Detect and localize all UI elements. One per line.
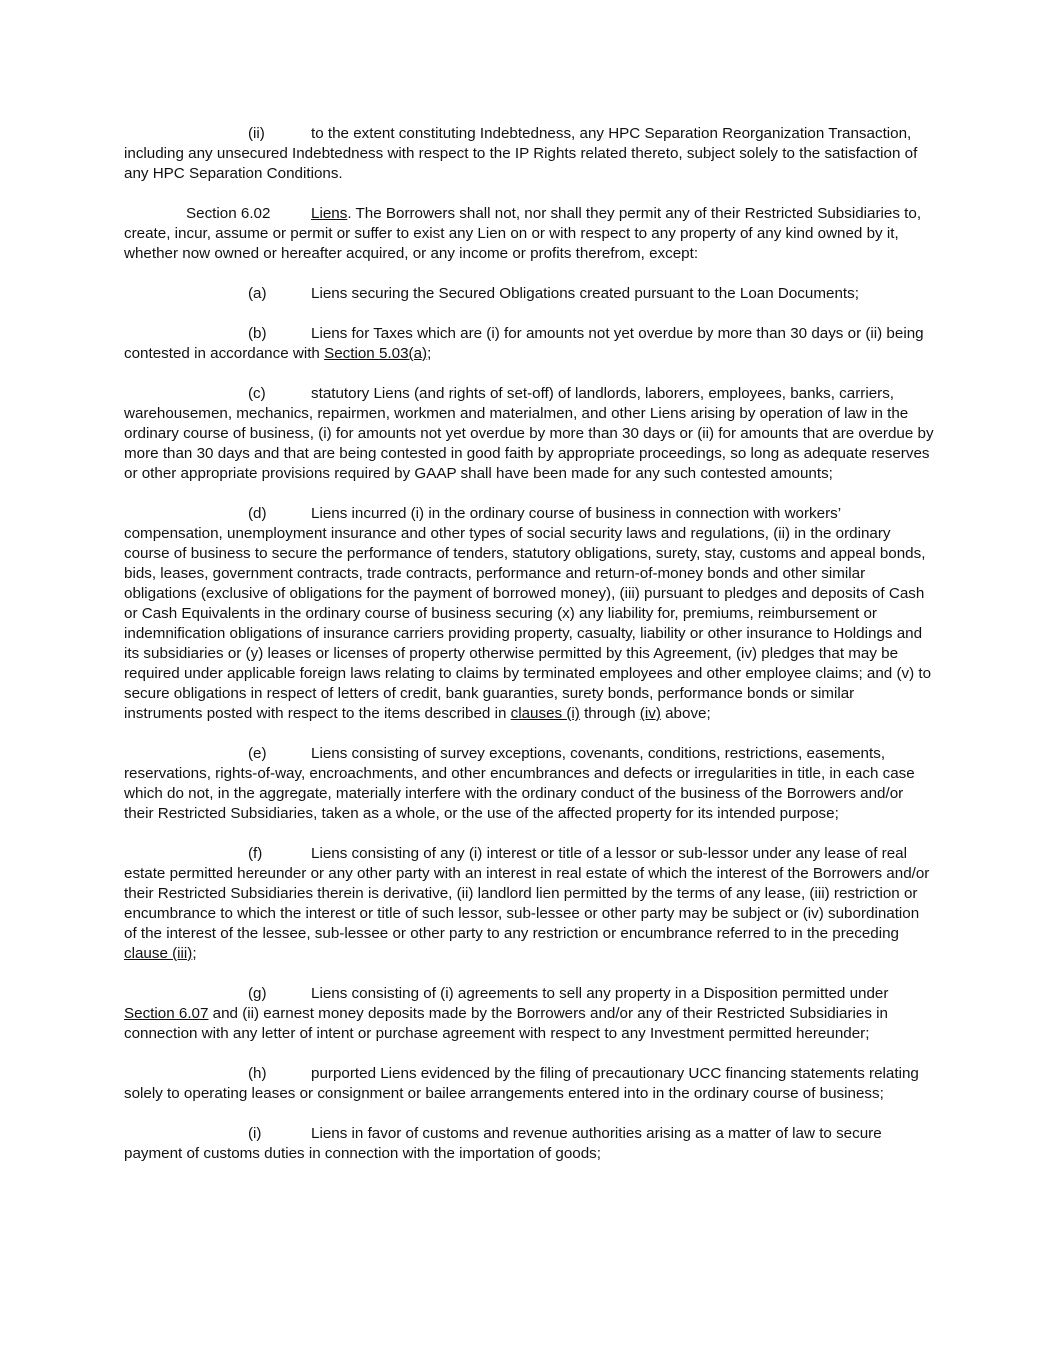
clause-text: Liens consisting of any (i) interest or title of a lessor or sub-lessor under any lease of real estate permitted hereunder or any other party with an interest in real estate of which the interest of the Borrowers and/or their Restricted Subsidiaries therein is derivative, (ii) landlord lien permitted by the terms of any lease, (iii) restriction or encumbrance to which the interest or title of such lessor, sub-lessee or other party may be subject or (iv) subordination of the interest of the lessee, sub-lessee or other party to any restriction or encumbrance referred to in the preceding [124,845,930,942]
clause-paragraph [124,984,934,1044]
cross-reference: Liens [311,205,348,222]
document-page [124,124,934,1184]
clause-paragraph [124,504,934,724]
clause-paragraph [124,1124,934,1164]
clause-label: (d) [248,505,267,522]
clause-text: ; [427,345,432,362]
clause-label: (c) [248,385,266,402]
clause-text: Liens consisting of survey exceptions, covenants, conditions, restrictions, easements, reservations, rights-of-way, encroachments, and other encumbrances and defects or irregularities in title, in each case which do not, in the aggregate, materially interfere with the ordinary conduct of the business of the Borrowers and/or their Restricted Subsidiaries, taken as a whole, or the use of the affected property for its intended purpose; [124,745,915,822]
clause-paragraph [124,124,934,184]
clause-text: statutory Liens (and rights of set-off) of landlords, laborers, employees, banks, carriers, warehousemen, mechanics, repairmen, workmen and materialmen, and other Liens arising by operation of law in the ordinary course of business, (i) for amounts not yet overdue by more than 30 days or (ii) for amounts that are overdue by more than 30 days and that are being contested in good faith by appropriate proceedings, so long as adequate reserves or other appropriate provisions required by GAAP shall have been made for any such contested amounts; [124,385,934,482]
cross-reference: clauses (i) [510,705,580,722]
clause-label: (b) [248,325,267,342]
clause-text: purported Liens evidenced by the filing of precautionary UCC financing statements relating solely to operating leases or consignment or bailee arrangements entered into in the ordinary course of business; [124,1065,919,1102]
cross-reference: clause (iii) [124,945,193,962]
clause-label: (f) [248,845,263,862]
clause-text: Liens incurred (i) in the ordinary course of business in connection with workers’ compensation, unemployment insurance and other types of social security laws and regulations, (ii) in the ordinary course of business to secure the performance of tenders, statutory obligations, surety, stay, customs and appeal bonds, bids, leases, government contracts, trade contracts, performance and return-of-money bonds and other similar obligations (exclusive of obligations for the payment of borrowed money), (iii) pursuant to pledges and deposits of Cash or Cash Equivalents in the ordinary course of business securing (x) any liability for, premiums, reimbursement or indemnification obligations of insurance carriers providing property, casualty, liability or other insurance to Holdings and its subsidiaries or (y) leases or licenses of property otherwise permitted by this Agreement, (iv) pledges that may be required under applicable foreign laws relating to claims by terminated employees and other employee claims; and (v) to secure obligations in respect of letters of credit, bank guaranties, surety bonds, performance bonds or similar instruments posted with respect to the items described in [124,505,932,722]
clause-text: through [579,705,640,722]
clause-text: Liens consisting of (i) agreements to sell any property in a Disposition permitted under [311,985,889,1002]
clause-paragraph [124,384,934,484]
clause-text: and (ii) earnest money deposits made by the Borrowers and/or any of their Restricted Subsidiaries in connection with any letter of intent or purchase agreement with respect to any Investment permitted hereunder; [124,1005,888,1042]
clause-text: Liens for Taxes which are (i) for amounts not yet overdue by more than 30 days or (ii) being contested in accordance with [124,325,924,362]
clause-text: to the extent constituting Indebtedness, any HPC Separation Reorganization Transaction, including any unsecured Indebtedness with respect to the IP Rights related thereto, subject solely to the satisfaction of any HPC Separation Conditions. [124,125,918,182]
clause-paragraph [124,1064,934,1104]
clause-paragraph [124,844,934,964]
clause-text: . The Borrowers shall not, nor shall they permit any of their Restricted Subsidiaries to, create, incur, assume or permit or suffer to exist any Lien on or with respect to any property of any kind owned by it, whether now owned or hereafter acquired, or any income or profits therefrom, except: [124,205,922,262]
clause-label: (h) [248,1065,267,1082]
clause-label: Section 6.02 [186,205,271,222]
cross-reference: Section 6.07 [124,1005,209,1022]
cross-reference: Section 5.03(a) [324,345,428,362]
section-heading-paragraph [124,204,934,264]
clause-label: (e) [248,745,267,762]
clause-text: Liens securing the Secured Obligations created pursuant to the Loan Documents; [311,285,859,302]
cross-reference: (iv) [639,705,661,722]
clause-text: Liens in favor of customs and revenue authorities arising as a matter of law to secure payment of customs duties in connection with the importation of goods; [124,1125,882,1162]
clause-paragraph [124,284,934,304]
clause-text: above; [660,705,711,722]
clause-label: (g) [248,985,267,1002]
clause-paragraph [124,744,934,824]
clause-paragraph [124,324,934,364]
clause-text: ; [192,945,197,962]
clause-label: (a) [248,285,267,302]
clause-label: (i) [248,1125,262,1142]
clause-label: (ii) [248,125,265,142]
